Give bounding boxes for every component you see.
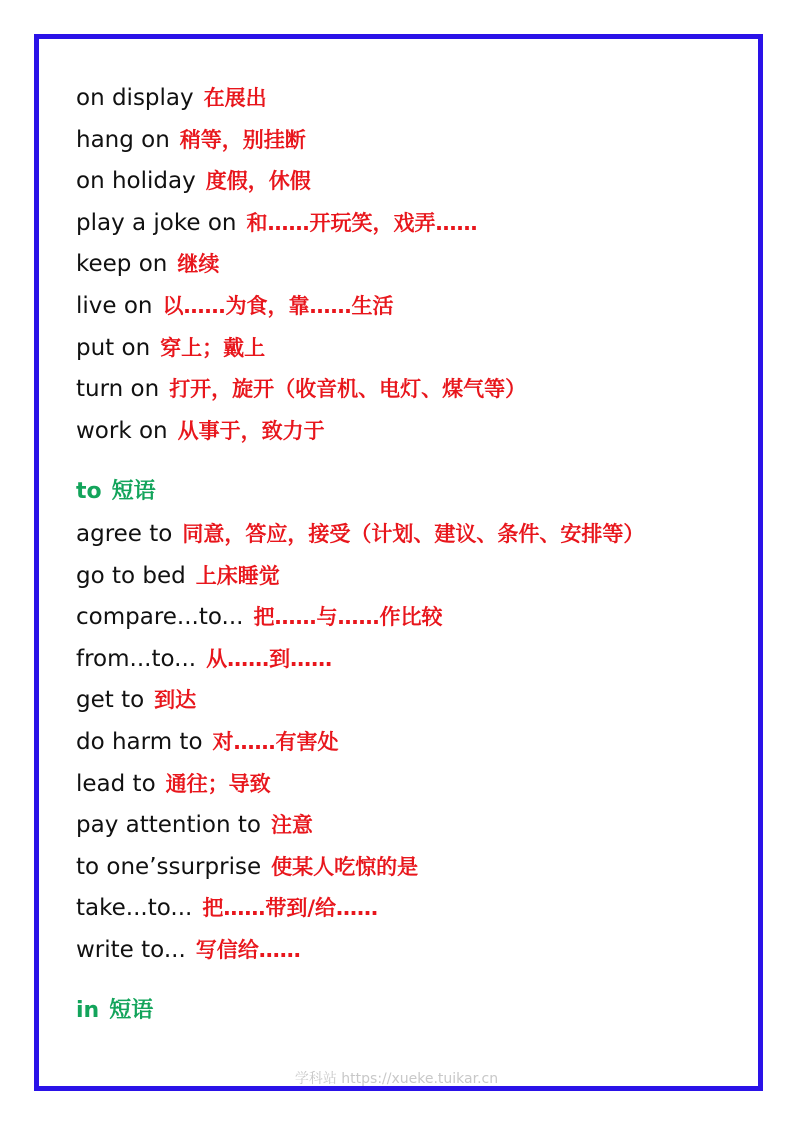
phrase-chinese: 从……到…… xyxy=(206,646,333,671)
phrase-row xyxy=(76,81,756,123)
phrase-row xyxy=(76,933,756,975)
phrase-row xyxy=(76,683,756,725)
phrase-row xyxy=(76,642,756,684)
section-heading-keyword: to xyxy=(76,479,102,505)
phrase-chinese: 上床睡觉 xyxy=(195,563,280,588)
phrase-row xyxy=(76,123,756,165)
phrase-chinese: 同意，答应，接受（计划、建议、条件、安排等） xyxy=(182,521,645,546)
phrase-row xyxy=(76,247,756,289)
phrase-chinese: 从事于，致力于 xyxy=(177,418,325,443)
phrase-list xyxy=(76,81,756,1036)
phrase-chinese: 继续 xyxy=(177,252,220,277)
section-heading-keyword: in xyxy=(76,998,100,1024)
phrase-english: on display xyxy=(76,85,194,111)
phrase-english: pay attention to xyxy=(76,812,261,839)
phrase-english: live on xyxy=(76,292,153,319)
phrase-chinese: 通往；导致 xyxy=(165,771,271,796)
phrase-english: on holiday xyxy=(76,168,196,195)
phrase-row xyxy=(76,600,756,642)
phrase-chinese: 使某人吃惊的是 xyxy=(271,854,419,879)
phrase-english: put on xyxy=(76,334,151,361)
phrase-english: get to xyxy=(76,687,145,714)
footer-watermark: 学科站 https://xueke.tuikar.cn xyxy=(294,1071,499,1087)
phrase-chinese: 打开，旋开（收音机、电灯、煤气等） xyxy=(169,377,527,402)
phrase-chinese: 穿上；戴上 xyxy=(160,335,266,360)
phrase-english: agree to xyxy=(76,520,173,547)
phrase-english: go to bed xyxy=(76,562,186,589)
phrase-chinese: 在展出 xyxy=(203,86,267,110)
phrase-english: hang on xyxy=(76,126,170,153)
phrase-row xyxy=(76,372,756,414)
phrase-chinese: 对……有害处 xyxy=(212,729,339,754)
section-heading-label: 短语 xyxy=(109,998,154,1024)
phrase-row xyxy=(76,767,756,809)
phrase-row xyxy=(76,414,756,456)
phrase-english: to one’ssurprise xyxy=(76,853,262,880)
phrase-english: turn on xyxy=(76,376,160,403)
phrase-english: play a joke on xyxy=(76,209,237,236)
phrase-row xyxy=(76,206,756,248)
phrase-chinese: 把……与……作比较 xyxy=(253,605,443,630)
section-heading-label: 短语 xyxy=(111,479,156,505)
phrase-chinese: 写信给…… xyxy=(195,937,301,962)
phrase-english: from...to... xyxy=(76,645,197,672)
phrase-row xyxy=(76,559,756,601)
phrase-row xyxy=(76,725,756,767)
phrase-english: compare...to... xyxy=(76,604,244,631)
phrase-english: keep on xyxy=(76,251,168,278)
phrase-english: take...to... xyxy=(76,895,193,922)
phrase-chinese: 到达 xyxy=(154,688,197,713)
phrase-chinese: 把……带到/给…… xyxy=(202,896,378,921)
phrase-chinese: 度假，休假 xyxy=(205,169,311,194)
phrase-row xyxy=(76,850,756,892)
phrase-english: do harm to xyxy=(76,728,203,755)
phrase-row xyxy=(76,891,756,933)
phrase-english: write to... xyxy=(76,936,186,963)
phrase-english: lead to xyxy=(76,770,156,797)
phrase-english: work on xyxy=(76,417,168,444)
phrase-row xyxy=(76,517,756,559)
phrase-row xyxy=(76,164,756,206)
phrase-chinese: 稍等，别挂断 xyxy=(179,127,306,152)
phrase-chinese: 注意 xyxy=(270,813,313,838)
phrase-row xyxy=(76,808,756,850)
phrase-row xyxy=(76,331,756,373)
phrase-chinese: 以……为食，靠……生活 xyxy=(162,293,394,318)
section-heading-to xyxy=(76,475,756,517)
section-heading-in xyxy=(76,994,756,1036)
phrase-row xyxy=(76,289,756,331)
phrase-chinese: 和……开玩笑，戏弄…… xyxy=(246,210,478,235)
